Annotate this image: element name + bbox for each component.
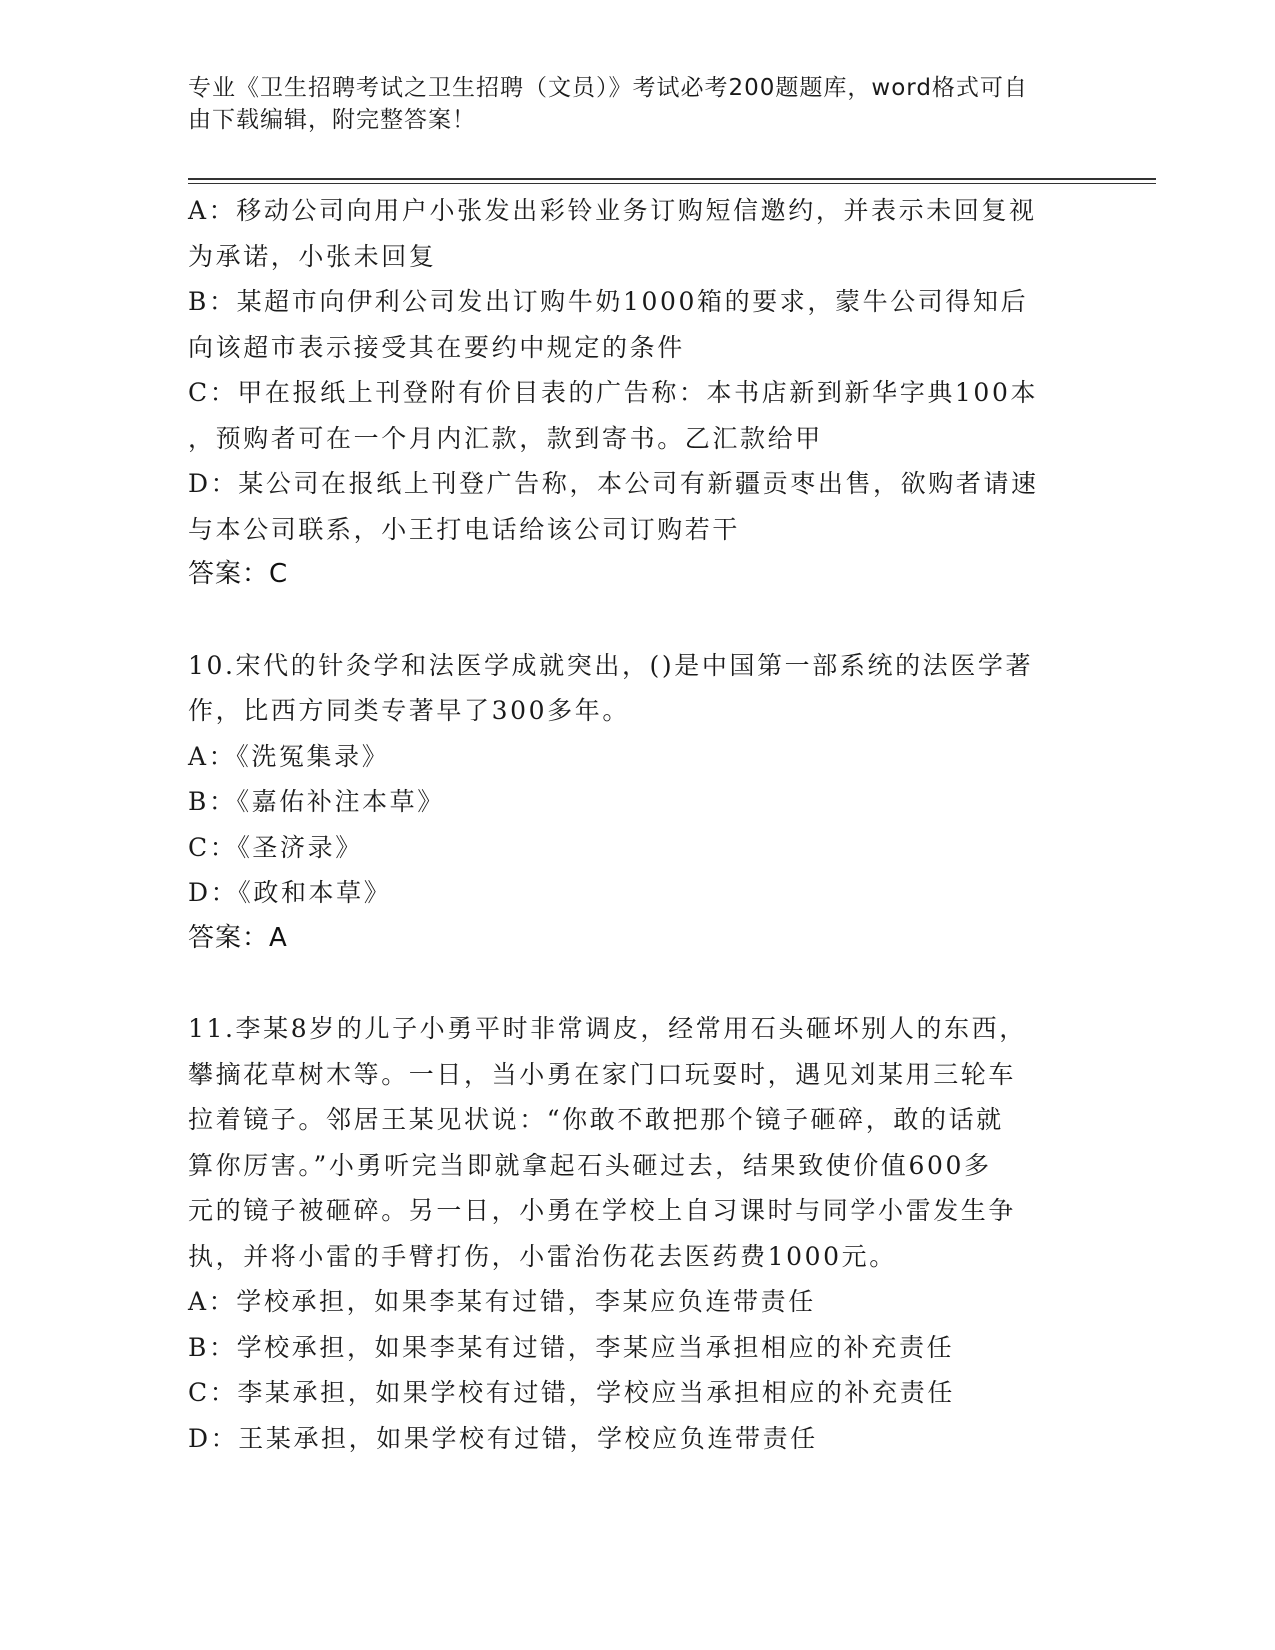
q9-option-a-line-2: 为承诺，小张未回复 — [188, 241, 437, 271]
q9-option-b-line-2: 向该超市表示接受其在要约中规定的条件 — [188, 332, 685, 362]
header-line-2: 由下载编辑，附完整答案！ — [188, 107, 476, 133]
q10-option-a: A：《洗冤集录》 — [188, 741, 390, 771]
q10-option-c: C：《圣济录》 — [188, 832, 363, 862]
q11-stem-line-4: 算你厉害。”小勇听完当即就拿起石头砸过去，结果致使价值600多 — [188, 1150, 992, 1180]
q9-option-a-line-1: A：移动公司向用户小张发出彩铃业务订购短信邀约，并表示未回复视 — [188, 196, 1037, 225]
q11-option-a: A：学校承担，如果李某有过错，李某应负连带责任 — [188, 1287, 816, 1316]
question-content — [188, 188, 1088, 1461]
q11-stem-line-2: 攀摘花草树木等。一日，当小勇在家门口玩耍时，遇见刘某用三轮车 — [188, 1059, 1017, 1089]
q11-option-d: D：王某承担，如果学校有过错，学校应负连带责任 — [188, 1423, 818, 1453]
q9-option-c-line-2: ，预购者可在一个月内汇款，款到寄书。乙汇款给甲 — [188, 423, 823, 453]
q9-option-c-line-1: C：甲在报纸上刊登附有价目表的广告称：本书店新到新华字典100本 — [188, 378, 1039, 407]
spacer — [188, 598, 1088, 643]
header-divider-thick — [188, 178, 1156, 180]
q10-option-b: B：《嘉佑补注本草》 — [188, 787, 445, 816]
q10-option-d: D：《政和本草》 — [188, 878, 392, 907]
q10-stem-line-2: 作，比西方同类专著早了300多年。 — [188, 696, 630, 725]
header-line-1: 专业《卫生招聘考试之卫生招聘（文员）》考试必考200题题库，word格式可自 — [188, 75, 1028, 101]
q9-option-d-line-2: 与本公司联系，小王打电话给该公司订购若干 — [188, 514, 741, 544]
q9-answer: 答案：C — [188, 559, 289, 589]
q10-answer: 答案：A — [188, 922, 288, 953]
q9-option-d-line-1: D：某公司在报纸上刊登广告称，本公司有新疆贡枣出售，欲购者请速 — [188, 469, 1039, 498]
q9-option-b-line-1: B：某超市向伊利公司发出订购牛奶1000箱的要求，蒙牛公司得知后 — [188, 287, 1029, 316]
header-divider-thin — [188, 183, 1156, 184]
q11-stem-line-6: 执，并将小雷的手臂打伤，小雷治伤花去医药费1000元。 — [188, 1241, 897, 1271]
spacer — [188, 961, 1088, 1006]
q11-stem-line-5: 元的镜子被砸碎。另一日，小勇在学校上自习课时与同学小雷发生争 — [188, 1196, 1017, 1225]
q11-option-b: B：学校承担，如果李某有过错，李某应当承担相应的补充责任 — [188, 1332, 955, 1362]
q10-stem-line-1: 10.宋代的针灸学和法医学成就突出，()是中国第一部系统的法医学著 — [188, 650, 1034, 680]
q11-stem-line-1: 11.李某8岁的儿子小勇平时非常调皮，经常用石头砸坏别人的东西， — [188, 1014, 1027, 1043]
q11-option-c: C：李某承担，如果学校有过错，学校应当承担相应的补充责任 — [188, 1378, 955, 1407]
q11-stem-line-3: 拉着镜子。邻居王某见状说：“你敢不敢把那个镜子砸碎，敢的话就 — [188, 1105, 1004, 1134]
page-header — [188, 72, 1068, 136]
